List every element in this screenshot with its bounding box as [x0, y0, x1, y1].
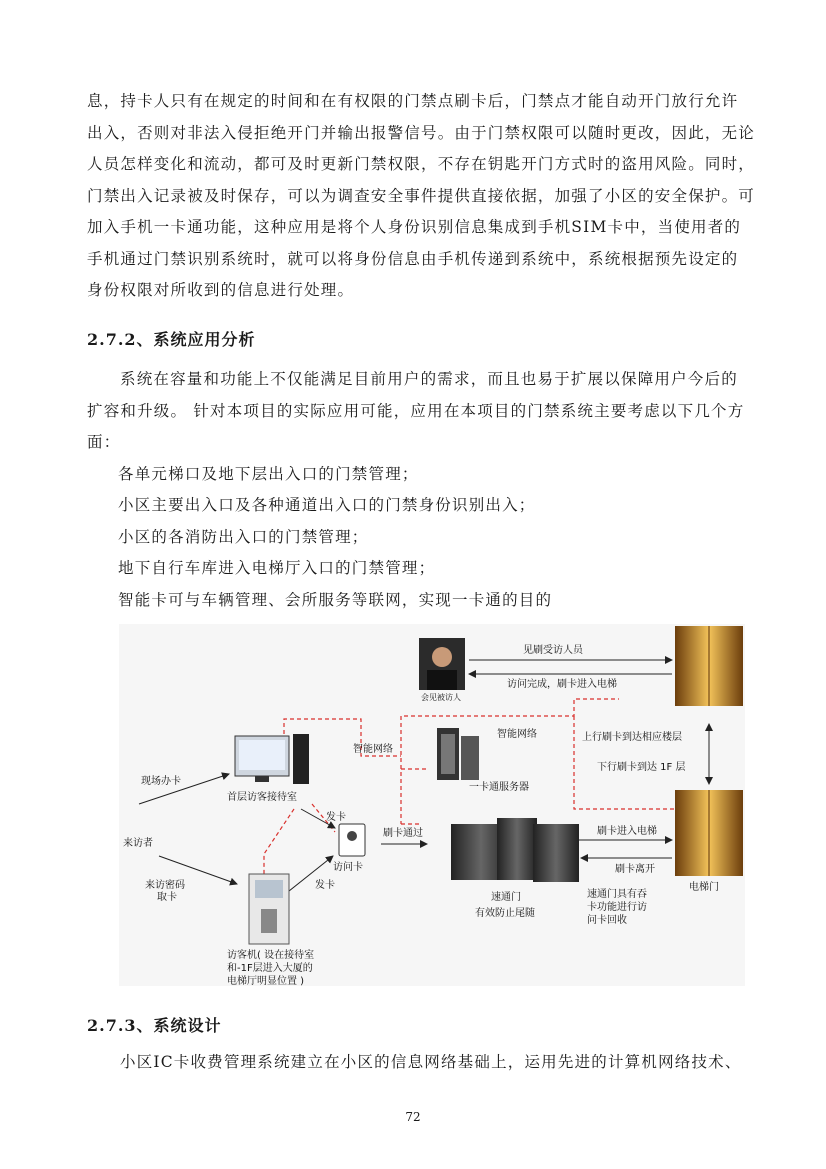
list-item: 智能卡可与车辆管理、会所服务等联网，实现一卡通的目的 [118, 590, 553, 609]
password-card-label: 取卡 [157, 892, 177, 903]
server-image [437, 728, 479, 780]
speed-gate-image [451, 818, 579, 882]
list-item: 地下自行车库进入电梯厅入口的门禁管理； [118, 559, 436, 577]
visitee-photo [419, 638, 465, 690]
text-line: 面： [87, 433, 121, 451]
onsite-card-label: 现场办卡 [141, 776, 181, 787]
section-heading-273: 2.7.3、系统设计 [87, 1016, 222, 1035]
issue-card-label: 发卡 [326, 812, 346, 823]
visit-done-label: 访问完成，刷卡进入电梯 [507, 679, 617, 690]
visitor-card-label: 访问卡 [333, 862, 363, 873]
visitor-card-image [339, 824, 365, 856]
text-line: 小区IC卡收费管理系统建立在小区的信息网络基础上，运用先进的计算机网络技术、 [120, 1053, 742, 1071]
reception-computer-image [235, 734, 309, 784]
visitor-kiosk-image [249, 874, 289, 944]
list-item: 小区主要出入口及各种通道出入口的门禁身份识别出入； [118, 496, 536, 514]
text-line: 息，持卡人只有在规定的时间和在有权限的门禁点刷卡后，门禁点才能自动开门放行允许 [87, 92, 739, 110]
text-line: 手机通过门禁识别系统时，就可以将身份信息由手机传递到系统中，系统根据预先设定的 [87, 249, 739, 268]
see-visitor-label: 见刷受访人员 [523, 645, 583, 656]
diagram-svg [119, 624, 745, 986]
visitor-label: 来访者 [123, 838, 153, 849]
anti-tailgate-label: 有效防止尾随 [475, 908, 535, 919]
swipe-elevator-label: 刷卡进入电梯 [597, 826, 657, 837]
visit-person-label: 会见被访人 [421, 693, 461, 702]
smart-network-label: 智能网络 [497, 729, 537, 740]
list-item: 小区的各消防出入口的门禁管理； [118, 527, 369, 546]
page-number: 72 [405, 1110, 421, 1124]
text-line: 系统在容量和功能上不仅能满足目前用户的需求，而且也易于扩展以保障用户今后的 [120, 370, 738, 388]
elevator-top-image [675, 626, 743, 706]
application-paragraph [87, 364, 745, 616]
intro-paragraph [87, 86, 756, 307]
swipe-through-label: 刷卡通过 [383, 828, 423, 839]
swipe-leave-label: 刷卡离开 [615, 864, 655, 875]
text-line: 人员怎样变化和流动，都可及时更新门禁权限，不存在钥匙开门方式时的盗用风险。同时， [87, 155, 756, 173]
gate-note-label: 问卡回收 [587, 915, 627, 926]
password-card-label: 来访密码 [145, 880, 185, 891]
kiosk-label: 和-1F层进入大厦的 [227, 963, 313, 974]
access-control-diagram [119, 624, 745, 986]
gate-note-label: 卡功能进行访 [587, 902, 647, 913]
issue-card-label: 发卡 [315, 880, 335, 891]
text-line: 扩容和升级。 针对本项目的实际应用可能，应用在本项目的门禁系统主要考虑以下几个方 [87, 401, 745, 420]
speed-gate-label: 速通门 [491, 892, 521, 903]
elevator-door-label: 电梯门 [689, 882, 719, 893]
kiosk-label: 访客机( 设在接待室 [227, 950, 315, 961]
kiosk-label: 电梯厅明显位置 ) [227, 976, 305, 986]
text-line: 出入，否则对非法入侵拒绝开门并输出报警信号。由于门禁权限可以随时更改，因此，无论 [87, 123, 756, 142]
server-label: 一卡通服务器 [469, 782, 529, 793]
text-line: 门禁出入记录被及时保存，可以为调查安全事件提供直接依据，加强了小区的安全保护。可 [87, 186, 756, 205]
text-line: 身份权限对所收到的信息进行处理。 [87, 281, 355, 299]
list-item: 各单元梯口及地下层出入口的门禁管理； [118, 464, 419, 483]
reception-label: 首层访客接待室 [227, 792, 297, 803]
down-floor-label: 下行刷卡到达 1F 层 [597, 762, 686, 773]
up-floor-label: 上行刷卡到达相应楼层 [582, 732, 682, 743]
section-heading-272: 2.7.2、系统应用分析 [87, 330, 256, 349]
elevator-bottom-image [675, 790, 743, 876]
text-line: 加入手机一卡通功能，这种应用是将个人身份识别信息集成到手机SIM卡中，当使用者的 [87, 218, 742, 236]
design-paragraph [87, 1047, 742, 1079]
gate-note-label: 速通门具有吞 [587, 889, 647, 900]
smart-network-label: 智能网络 [353, 744, 393, 755]
